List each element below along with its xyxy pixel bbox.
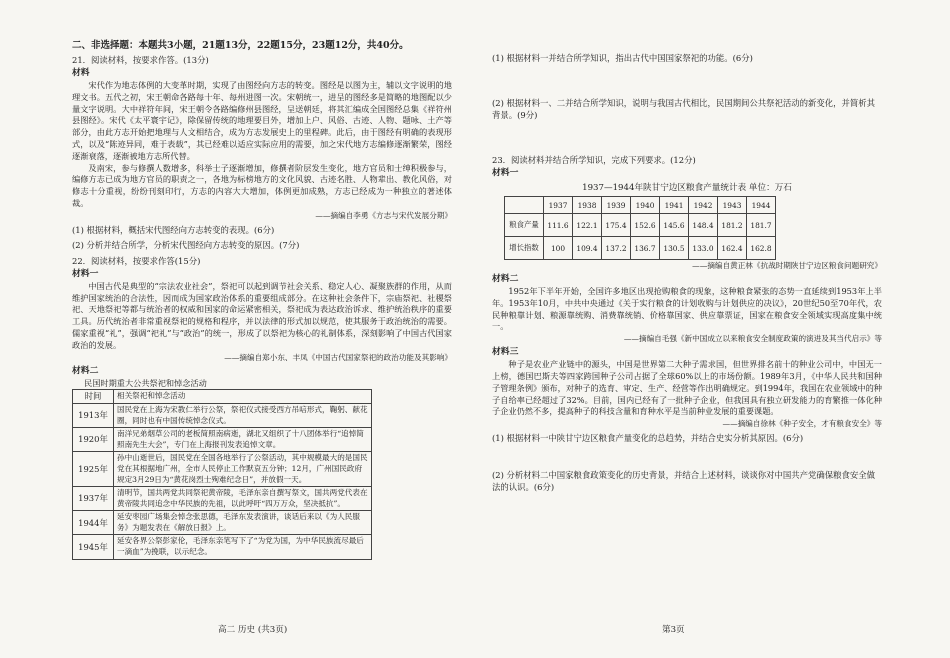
year-cell: 1940 (631, 197, 660, 214)
value-cell: 122.1 (573, 214, 602, 237)
year-cell: 1941 (660, 197, 689, 214)
q23-sub-question-2: (2) 分析材料二中国家粮食政策变化的历史背景，并结合上述材料，谈谈你对中国共产党确保粮食安全做法的认识。(6分) (492, 470, 876, 493)
table-row (73, 535, 372, 559)
table-row (73, 511, 372, 535)
event-year: 1945年 (73, 535, 114, 559)
event-desc: 延安枣园广场集会悼念张思德，毛泽东发表演讲，谈话后来以《为人民服务》为题发表在《解放日报》上。 (114, 511, 372, 535)
q21-sub-question-2: (2) 分析并结合所学，分析宋代图经向方志转变的原因。(7分) (72, 239, 300, 250)
value-cell: 162.4 (718, 237, 747, 260)
q22-paragraph-1: 中国古代是典型的“宗法农业社会”，祭祀可以起到调节社会关系、稳定人心、凝聚族群的作用，从而维护国家统治的合法性，因而成为国家政治体系的重要组成部分。在这种社会条件下，宗庙祭祀、社稷祭祀、天地祭祀等都与统治者的权威和国家的命运紧密相关，祭祀成为表达政治诉求、维护统治秩序的重要工具。历代统治者非常重视祭祀的规格和程序，并以法律的形式加以规范，使其服务于政治统治的需要。儒家重视“礼”，强调“祀礼”与“政治”的统一，形成了以祭祀为核心的礼制体系，深刻影响了中国古代国家政治的发展。 (72, 280, 452, 350)
value-cell: 111.6 (544, 214, 573, 237)
q23-source-2: ——摘编自毛强《新中国成立以来粮食安全制度政策的演进及其当代启示》等 (623, 334, 882, 344)
q23-material2-label: 材料二 (492, 274, 519, 284)
value-cell: 137.2 (602, 237, 631, 260)
event-desc: 延安各界公祭彭家伦，毛泽东亲笔写下了“为党为国，为中华民族流尽最后一滴血”为挽联，以示纪念。 (114, 535, 372, 559)
answer-space (492, 64, 882, 94)
grain-table (504, 196, 776, 260)
corner-cell (505, 197, 544, 214)
event-desc: 国民党在上海为宋教仁举行公祭，祭祀仪式接受西方吊唁形式，鞠躬、献花圈，同时也有中国传统悼念仪式。 (114, 403, 372, 427)
q21-paragraph-1: 宋代作为地志体例的大变革时期，实现了由图经向方志的转变。图经是以图为主，辅以文字说明的地理文书。五代之初，宋王朝命各路每十年、每州进图一次。宋朝统一，进呈的图经多是简略的地图配以少量文字说明。大中祥符年间，宋王朝令各路编修州县图经，呈送朝廷，将其汇编成全国图经总集《祥符州县图经》。宋代《太平寰宇记》，除保留传统的地理要目外，增加上户、风俗、古迹、人物、题咏、土产等部分，由此方志开始把地理与人文相结合，成为方志发展史上的里程碑。此后，由于图经有明确的表现形式，以及“陈迹异同，难于表载”，其已经难以适应实际应用的需要，加之宋代地方志编修逐渐繁荣，图经逐渐衰落，逐渐被地方志所代替。 (72, 80, 452, 161)
table-row (73, 487, 372, 511)
year-cell: 1942 (689, 197, 718, 214)
value-cell: 130.5 (660, 237, 689, 260)
q22-source-1: ——摘编自郑小东、丰凤《中国古代国家祭祀的政治功能及其影响》 (224, 352, 452, 362)
right-column (492, 40, 882, 493)
q23-source-1: ——摘编自黄正林《抗战时期陕甘宁边区粮食问题研究》 (692, 261, 882, 270)
value-cell: 175.4 (602, 214, 631, 237)
q22-material2-label: 材料二 (72, 365, 99, 376)
q21-sub-question-1: (1) 根据材料，概括宋代图经向方志转变的表现。(6分) (72, 224, 275, 235)
q23-sub-question-1: (1) 根据材料一中陕甘宁边区粮食产量变化的总趋势，并结合史实分析其原因。(6分) (492, 433, 804, 444)
event-year: 1913年 (73, 403, 114, 427)
value-cell: 109.4 (573, 237, 602, 260)
event-table-header (73, 390, 372, 404)
table-head-year: 时间 (73, 390, 114, 404)
grain-table-caption: 1937—1944年陕甘宁边区粮食产量统计表 单位：万石 (582, 183, 792, 193)
event-desc: 清明节，国共两党共同祭祀黄帝陵，毛泽东亲自撰写祭文，国共两党代表在黄帝陵共同追念中华民族的先祖，以此呼吁“四万万众，坚决抵抗”。 (114, 487, 372, 511)
section-heading: 二、非选择题：本题共3小题，21题13分，22题15分，23题12分，共40分。 (72, 40, 409, 51)
value-cell: 145.6 (660, 214, 689, 237)
table-row (73, 452, 372, 487)
event-table-title: 民国时期重大公共祭祀和悼念活动 (84, 377, 207, 388)
footer-left: 高二 历史 (共3页) (218, 625, 288, 635)
value-cell: 181.7 (747, 214, 776, 237)
value-cell: 133.0 (689, 237, 718, 260)
q21-paragraph-2: 及南宋，参与修撰人数增多，科举士子逐渐增加，修撰者阶层发生变化，地方官员和士绅积极参与，编修方志已成为地方官员的职责之一，各地为标榜地方的文化风貌、古迹名胜、人物辈出、教化风俗，对修志十分重视，纷纷刊刻印行，方志的内容大大增加，体例更加成熟，方志已经成为一种独立的著述体裁。 (72, 162, 452, 208)
q22-material1-label: 材料一 (72, 268, 99, 279)
row-label: 粮食产量 (505, 214, 544, 237)
event-desc: 孙中山逝世后，国民党在全国各地举行了公祭活动，其中规模最大的是国民党在其根据地广州，全市人民停止工作默哀五分钟；12月，广州国民政府规定3月29日为“黄花岗烈士殉难纪念日”，并放假一天。 (114, 452, 372, 487)
value-cell: 148.4 (689, 214, 718, 237)
value-cell: 162.8 (747, 237, 776, 260)
event-year: 1920年 (73, 428, 114, 452)
q23-material1-label: 材料一 (492, 168, 519, 178)
row-label: 增长指数 (505, 237, 544, 260)
q23-material3-label: 材料三 (492, 347, 519, 358)
footer-page-number: 第3页 (662, 625, 685, 635)
q21-stem: 21．阅读材料，按要求作答。(13分) (72, 55, 209, 65)
value-cell: 136.7 (631, 237, 660, 260)
q23-paragraph-2: 1952年下半年开始，全国许多地区出现抢购粮食的现象，这种粮食紧张的态势一直延续到1953年上半年。1953年10月，中共中央通过《关于实行粮食的计划收购与计划供应的决议》，20世纪50至70年代，农民种粮靠计划、粮源靠统购、消费靠统销、价格靠国家、供应靠票证，国家在粮食安全领域实现高度集中统一。 (492, 286, 882, 332)
table-row (73, 403, 372, 427)
value-cell: 152.6 (631, 214, 660, 237)
value-cell: 100 (544, 237, 573, 260)
table-head-event: 相关祭祀和悼念活动 (114, 390, 372, 404)
q23-source-3: ——摘编自徐林《种子安全，才有粮食安全》等 (722, 419, 882, 429)
value-cell: 181.2 (718, 214, 747, 237)
event-table (72, 389, 372, 559)
event-desc: 南洋兄弟烟草公司的老板简照南病逝，湖北又组织了十八团体举行“追悼简照南先生大会”，专门在上海报刊发表追悼文章。 (114, 428, 372, 452)
year-cell: 1943 (718, 197, 747, 214)
growth-index-row (505, 237, 776, 260)
q21-material-label: 材料 (72, 68, 90, 78)
event-year: 1944年 (73, 511, 114, 535)
year-cell: 1938 (573, 197, 602, 214)
q22-sub-question-1: (1) 根据材料一并结合所学知识，指出古代中国国家祭祀的功能。(6分) (492, 53, 753, 63)
q22-stem: 22．阅读材料，按要求作答(15分) (72, 255, 201, 266)
q22-sub-question-2: (2) 根据材料一、二并结合所学知识，说明与我国古代相比，民国期间公共祭祀活动的新变化，并简析其背景。(9分) (492, 98, 876, 120)
answer-space (492, 121, 882, 151)
year-cell: 1939 (602, 197, 631, 214)
q23-stem: 23．阅读材料并结合所学知识，完成下列要求。(12分) (492, 155, 696, 165)
grain-output-row (505, 214, 776, 237)
year-cell: 1944 (747, 197, 776, 214)
event-year: 1925年 (73, 452, 114, 487)
table-row (73, 428, 372, 452)
left-column (72, 40, 452, 560)
answer-space (492, 444, 882, 466)
event-year: 1937年 (73, 487, 114, 511)
grain-table-year-row (505, 197, 776, 214)
year-cell: 1937 (544, 197, 573, 214)
q23-paragraph-3: 种子是农业产业链中的源头，中国是世界第二大种子需求国，但世界排名前十的种业公司中，中国无一上榜，德国巴斯夫等四家跨国种子公司占据了全球60%以上的市场份额。1989年3月，《中华人民共和国种子管理条例》颁布，对种子的选育、审定、生产、经营等作出明确规定。到1994年，我国在农业领域中的种子自给率已经超过了32%。目前，国内已经有了一批种子企业，但我国具有独立研发能力的育繁推一体化种子企业仍然不多，提高种子的科技含量和育种水平是当前种业发展的重要课题。 (492, 359, 882, 417)
q21-source: ——摘编自李勇《方志与宋代发展分期》 (315, 210, 452, 220)
